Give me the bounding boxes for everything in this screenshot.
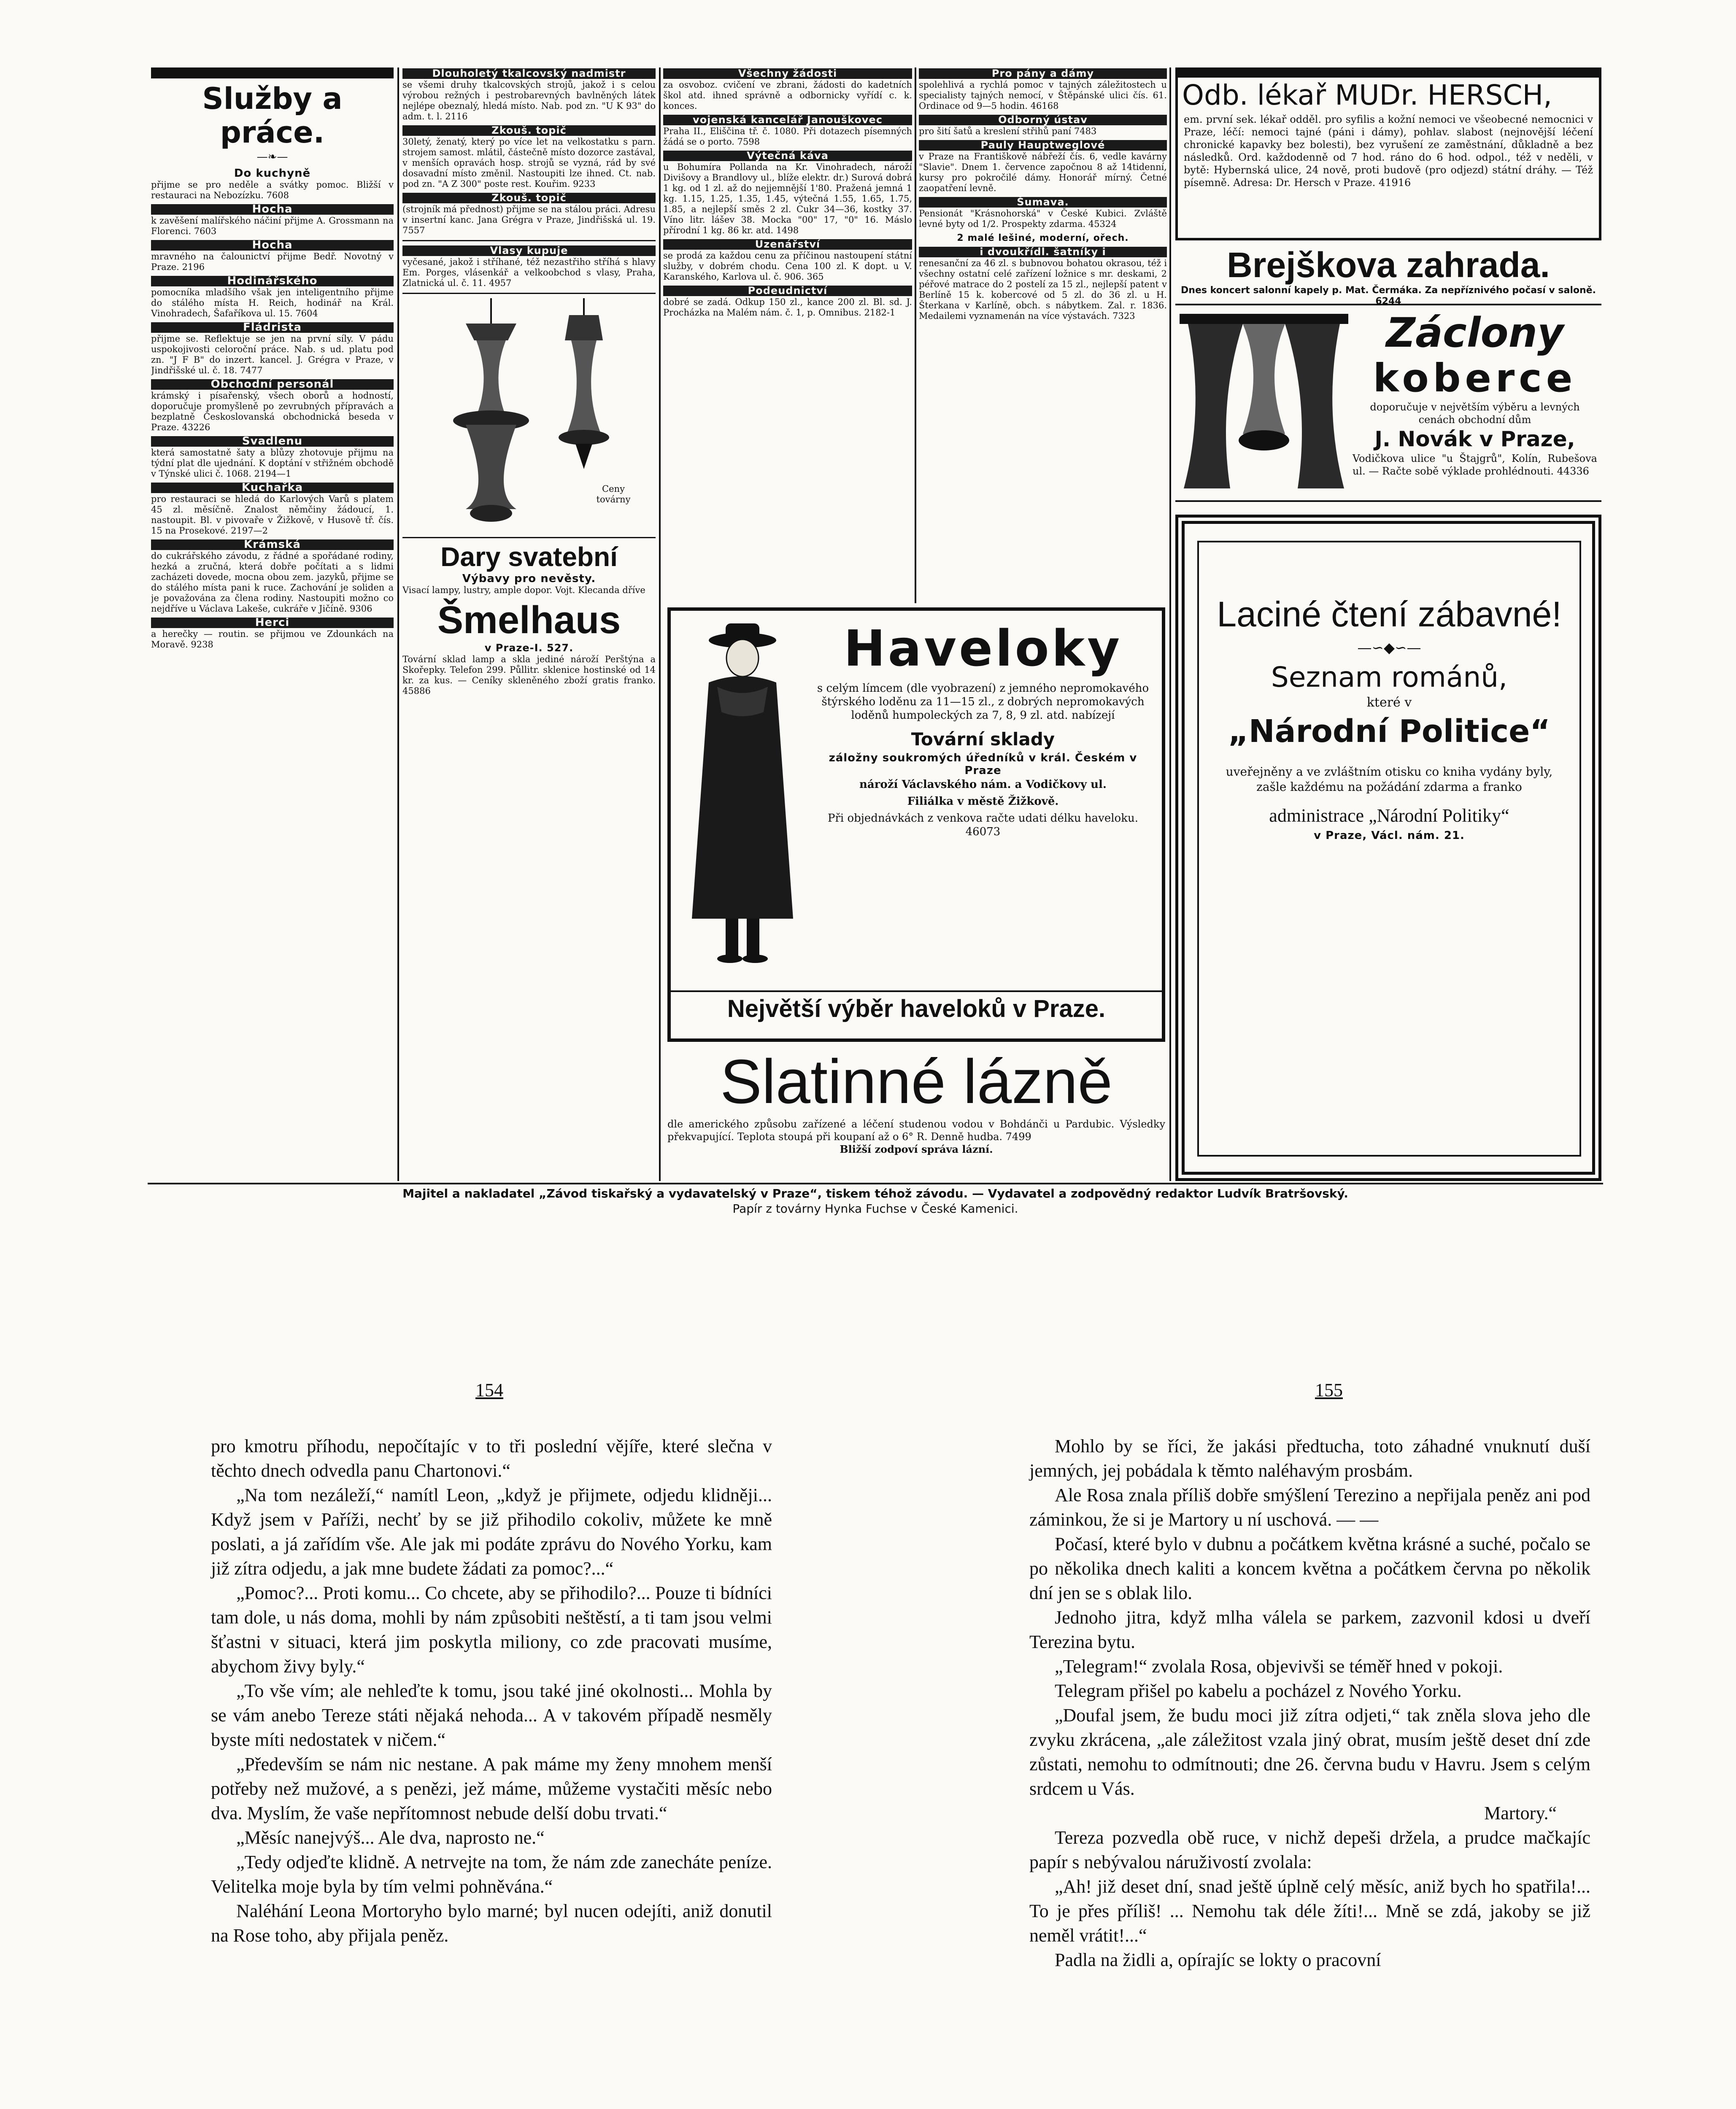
haveloky-sklady: Tovární sklady: [911, 729, 1055, 750]
classified-item: i dvoukřídl. šatníky i renesanční za 46 zl. s bubnovou bohatou okrasou, též i všechny ostatní celé zařízení ložnice s mr. deskami, 2 péřové matrace do 2 postelí za 15 zl., nejlepší patent v Berlíně 15 k. kobercové od 5 zl. do 36 zl. u H. Šterkana v Karlíně, obch. s nábytkem. Zal. r. 1836. Medailemi vyznamenán na více výstavách. 7323: [919, 246, 1167, 321]
lacine-inner-frame: [1197, 541, 1581, 1157]
classified-item: vojenská kancelář Janouškovec Praha II., Eliščina tř. č. 1080. Při dotazech písemných žádá se o porto. 7598: [663, 114, 912, 147]
paragraph: „Doufal jsem, že budu moci již zítra odjeti,“ tak zněla slova jeho dle zvyku zkrácena, „ale záležitost vzala jiný obrat, musím ještě deset dní zde zůstati, nemohu to odmítnouti; dne 26. června budu v Havru. Jsem s celým srdcem u Vás.: [1029, 1705, 1590, 1799]
classified-item: Odborný ústav pro šití šatů a kreslení střihů paní 7483: [919, 115, 1167, 137]
paragraph: „Pomoc?... Proti komu... Co chcete, aby se přihodilo?... Pouze ti bídníci tam dole, u nás doma, mohli by nám způsobiti neštěstí, a ti tam jsou velmi šťastni v situaci, která jim poskytla miliony, co zde pracovati musíme, abychom živy byly.“: [211, 1583, 772, 1677]
classified-item: Šumava. Pensionát "Krásnohorská" v České Kubici. Zvláště levné byty od 1/2. Prospekty zdarma. 45324: [919, 196, 1167, 229]
imprint-line-1: Majitel a nakladatel „Závod tiskařský a vydavatelský v Praze“, tiskem téhož závodu. — Vydavatel a zodpovědný redaktor Ludvík Bratršovský.: [402, 1187, 1348, 1200]
ads-column-services: [151, 67, 394, 1181]
paragraph: Padla na židli a, opírajíc se lokty o pracovní: [1055, 1950, 1381, 1970]
column-rule: [397, 67, 399, 1181]
paragraph: Jednoho jitra, když mlha válela se parkem, zazvonil kdosi u dveří Terezina bytu.: [1029, 1607, 1590, 1652]
zaclony-firm: J. Novák v Praze,: [1374, 427, 1575, 451]
dary-sub: Výbavy pro nevěsty.: [462, 572, 596, 585]
dary-text: Visací lampy, lustry, ample dopor. Vojt. Klecanda dříve: [402, 585, 645, 595]
footer-rule: [148, 1183, 1603, 1184]
slatin-contact: Bližší zodpoví správa lázní.: [840, 1143, 993, 1155]
smelhaus-text: Tovární sklad lamp a skla jediné nároží Perštýna a Skořepky. Telefon 299. Půllitr. sklenice hostinské od 14 kr. za kus. — Ceníky skleněného zboží gratis franko. 45886: [402, 654, 656, 696]
haveloky-filialka: Filiálka v městě Žižkově.: [907, 795, 1059, 808]
classified-list: [663, 68, 912, 318]
paragraph: „Ah! již deset dní, snad ještě úplně celý měsíc, aniž bych ho spatřila!... To je přes příliš! ... Nemohu tak déle žíti!... Mně se zdá, jakoby se již neměl vrátit!...“: [1029, 1876, 1590, 1946]
haveloky-title: Haveloky: [843, 619, 1123, 677]
brejskova-title: Brejškova zahrada.: [1227, 245, 1550, 285]
classified-item: Kuchařka pro restauraci se hledá do Karlových Varů s platem 45 zl. měsíčně. Znalost němčiny žádoucí, 1. nastoupit. Bl. v pivovaře v Žižkově, v Husově tř. čís. 15 na Prosekové. 2197—2: [151, 481, 394, 536]
classified-item: Podeudnictví dobré se zadá. Odkup 150 zl., kance 200 zl. Bl. sd. J. Procházka na Malém nám. č. 1, p. Omnibus. 2182-1: [663, 285, 912, 318]
classified-item: Fládrista přijme se. Reflektuje se jen na první síly. V pádu uspokojivosti celoroční práce. Nab. s ud. platu pod zn. "J F B" do inzert. kancel. J. Grégra v Praze, v Jindřišské ul. č. 18. 7477: [151, 321, 394, 375]
coat-figure-icon: [679, 619, 806, 965]
classified-list: [151, 168, 394, 650]
paragraph: „Měsíc nanejvýš... Ale dva, naprosto ne.“: [236, 1827, 545, 1848]
ads-column-2: [402, 67, 656, 1181]
classified-item: Hocha k zavěšení malířského náčiní přijme A. Grossmann na Florenci. 7603: [151, 203, 394, 236]
zaclony-body: [1353, 310, 1597, 477]
paragraph: „Tedy odjeďte klidně. A netrvejte na tom, že nám zde zanecháte peníze. Velitelka moje byla by tím velmi pohněvána.“: [211, 1852, 772, 1897]
imprint-line-2: Papír z továrny Hynka Fuchse v České Kamenici.: [732, 1202, 1018, 1216]
classified-item: Krámská do cukrářského závodu, z řádné a spořádané rodiny, hezká a zručná, která dobře počítati a s lidmi zacházeti dovede, mocna obou zem. jazyků, přijme se do stálého místa pani k ruce. Zachování je soliden a je považována za člena rodiny. Nastoupiti možno co nejdříve u Václava Lakeše, cukráře v Jičíně. 9306: [151, 538, 394, 614]
paragraph: Počasí, které bylo v dubnu a počátkem května krásné a suché, počalo se po několika dnech kaliti a koncem května a počátkem června po několik dní jen se s oblak lilo.: [1029, 1534, 1590, 1603]
brejskova-ad: [1175, 245, 1601, 307]
lamps-illustration: [402, 298, 656, 534]
section-title: Služby a práce.: [202, 81, 343, 150]
slatin-ad: [667, 1046, 1165, 1181]
paragraph: Tereza pozvedla obě ruce, v nichž depeši držela, a prudce mačkajíc papír s nebývalou náruživostí zvolala:: [1029, 1827, 1590, 1872]
haveloky-body: [810, 619, 1156, 839]
paragraph: Ale Rosa znala příliš dobře smýšlení Terezino a nepřijala peněz ani pod záminkou, že si je Martory u ní uschová. — —: [1029, 1485, 1590, 1530]
column-rule: [659, 67, 661, 1181]
book-page-left: [211, 1434, 772, 2109]
lacine-admin: administrace „Národní Politiky“: [1269, 805, 1509, 826]
column-rule: [915, 67, 916, 603]
top-bar: [151, 67, 394, 78]
paragraph: Mohlo by se říci, že jakási předtucha, toto záhadné vnuknutí duší jemných, jej pobádala k těmto naléhavým prosbám.: [1029, 1436, 1590, 1481]
lacine-ad: [1175, 515, 1601, 1181]
classified-list: [919, 68, 1167, 321]
paragraph: „Především se nám nic nestane. A pak máme my ženy mnohem menší potřeby než mužové, a s penězi, jež máme, můžeme vystačiti měsíc nebo dva. Myslím, že vaše nepřítomnost nebude delší dobu trvati.“: [211, 1754, 772, 1823]
smelhaus-name: Šmelhaus: [437, 599, 621, 642]
curtain-icon: [1180, 314, 1348, 491]
divider: [402, 537, 656, 538]
classified-list: [402, 68, 656, 289]
paragraph: pro kmotru příhodu, nepočítajíc v to tři poslední vějíře, které slečna v těchto dnech odvedla panu Chartonovi.“: [211, 1436, 772, 1481]
lacine-seznam: Seznam románů,: [1271, 661, 1508, 693]
imprint: [148, 1186, 1603, 1216]
page-number-right: 155: [1315, 1380, 1343, 1400]
haveloky-bottom: Největší výběr haveloků v Praze.: [671, 990, 1162, 1026]
slatin-title: Slatinné lázně: [720, 1047, 1112, 1117]
book-page-right: [1029, 1434, 1590, 2109]
haveloky-ad: [667, 607, 1165, 1042]
column-rule: [1169, 67, 1171, 1181]
signature: Martory.“: [1484, 1803, 1557, 1823]
paragraph: „Na tom nezáleží,“ namítl Leon, „když je přijmete, odjedu klidněji... Když jsem v Paříži, nechť by se již přihodilo cokoliv, můžete ke mně poslati, a já zařídím vše. Ale jak mi podáte zprávu do Nového Yorku, kam již zítra odjedu, a jak mne budete žádati za pomoc?...“: [211, 1485, 772, 1579]
lacine-text: uveřejněny a ve zvláštním otisku co kniha vydány byly, zašle každému na požádání zdarma a franko: [1226, 765, 1553, 794]
classified-item: Herci a herečky — routin. se přijmou ve Zdounkách na Moravě. 9238: [151, 616, 394, 650]
zaclony-text: doporučuje v největším výběru a levných cenách obchodní dům: [1370, 401, 1580, 426]
ads-column-3: [663, 67, 912, 603]
brejskova-text: Dnes koncert salonní kapely p. Mat. Čermáka. Za nepříznivého počasí v saloně. 6244: [1181, 285, 1596, 307]
paragraph: „To vše vím; ale nehleďte k tomu, jsou také jiné okolnosti... Mohla by se vám anebo Tereze státi nějaká nehoda... A v takovém případě nesměly byste míti nedostatek v ničem.“: [211, 1680, 772, 1750]
zaclony-title: Záclony: [1386, 309, 1564, 356]
advert-page: [148, 59, 1603, 1189]
hersch-text: em. první sek. lékař odděl. pro syfilis a kožní nemoci ve všeobecné nemocnici v Praze, léčí: nemoci tajné (páni i dámy), pohlav. slabost (nejnovější léčení chronické kapavky bez bolesti), bez vyrušení ze zaměstnání, důkladně a bez následků. Ord. každodenně od 7 hod. ráno do 6 hod. odpol., též v neděli, v bytě: Hybernská ulice, 24 nově, proti budově (pro odjezd) státní dráhy. — Též písemně. Adresa: Dr. Hersch v Praze. 41916: [1184, 113, 1593, 189]
lamp-price-label: Ceny továrny: [596, 484, 631, 504]
hersch-title: Odb. lékař MUDr. HERSCH,: [1182, 79, 1552, 111]
paragraph: Telegram přišel po kabelu a pocházel z Nového Yorku.: [1055, 1680, 1462, 1701]
lacine-title: Laciné čtení zábavné!: [1217, 594, 1562, 634]
divider: [402, 240, 656, 241]
classified-item: Pro pány a dámy spolehlivá a rychlá pomoc v tajných záležitostech u specialisty tajných nemocí, v Štěpánské ulici čís. 61. Ordinace od 9—5 hodin. 46168: [919, 67, 1167, 111]
classified-item: Do kuchyně přijme se pro neděle a svátky pomoc. Bližší v restauraci na Nebozízku. 7608: [151, 167, 394, 200]
dary-title: Dary svatební: [440, 542, 618, 572]
lacine-narodni: „Národní Politice“: [1228, 713, 1550, 750]
classified-item: Všechny žádosti za osvoboz. cvičení ve zbrani, žádosti do kadetních škol atd. ihned správně a odbornicky vyřídí c. k. konces.: [663, 67, 912, 111]
classified-item: Hodinářského pomocníka mladšího však jen inteligentního přijme do stálého místa H. Reich, hodinář na Král. Vinohradech, Šafaříkova ul. 15. 7604: [151, 275, 394, 318]
ads-column-4: [919, 67, 1167, 603]
paragraph: „Telegram!“ zvolala Rosa, objevivši se téměř hned v pokoji.: [1055, 1656, 1503, 1677]
haveloky-zalozna: záložny soukromých úředníků v král. Českém v Praze: [829, 752, 1137, 777]
classified-item: 2 malé lešiné, moderní, ořech.: [957, 233, 1129, 243]
smelhaus-addr: v Praze-I. 527.: [484, 642, 574, 654]
classified-item: Vlasy kupuje vyčesané, jakož i stříhané, též nezastřiho stříhá s hlavy Em. Porges, vlásenkář a velkoobchod s vlasy, Praha, Zlatnická ul. č. 11. 4957: [402, 245, 656, 288]
ornament: —∽◆∽—: [1357, 639, 1421, 656]
paragraph: Naléhání Leona Mortoryho bylo marné; byl nucen odejíti, aniž donutil na Rose toho, aby přijala peněz.: [211, 1901, 772, 1946]
classified-item: Obchodní personál krámský i písařenský, všech oborů a hodností, doporučuje promyšleně po zevrubných přípravách a bezplatně Českoslovanská obchodnická beseda v Praze. 43226: [151, 378, 394, 432]
divider: [402, 293, 656, 294]
hersch-ad: [1175, 67, 1601, 240]
lacine-addr: v Praze, Václ. nám. 21.: [1314, 829, 1465, 842]
lacine-ktere: které v: [1366, 695, 1412, 710]
top-bar: [1178, 70, 1599, 78]
koberce-title: koberce: [1373, 356, 1577, 401]
classified-item: Dlouholetý tkalcovský nadmistr se všemi druhy tkalcovských strojů, jakož i s celou výrobou režných i pestrobarevných bavlněných látek nejlépe obeznalý, hledá místo. Nab. pod zn. "U K 93" do adm. t. l. 2116: [402, 67, 656, 121]
classified-item: Pauly Hauptweglové v Praze na Františkově nábřeží čís. 6, vedle kavárny "Slavie". Dnem 1. července započnou 8 až 14tidenní, kursy pro pokročilé dámy. Honorář mírný. Četné zaopatření levně.: [919, 139, 1167, 193]
haveloky-note: Při objednávkách z venkova račte udati délku haveloku. 46073: [828, 812, 1138, 838]
classified-item: Švadlenu která samostatně šaty a blůzy zhotovuje přijmu na týdní plat dle ujednání. K doptání v střižném obchodě v Týnské ulici č. 1068. 2194—1: [151, 435, 394, 479]
classified-item: Hocha mravného na čalounictví přijme Bedř. Novotný v Praze. 2196: [151, 239, 394, 272]
haveloky-text: s celým límcem (dle vyobrazení) z jemného nepromokavého štýrského loděnu za 11—15 zl., z dobrých nepromokavých loděnů humpoleckých za 7, 8, 9 zl. atd. nabízejí: [817, 682, 1149, 722]
slatin-text: dle amerického způsobu zařízené a léčení studenou vodou v Bohdánči u Pardubic. Výsledky překvapující. Teplota stoupá při koupaní až o 6° R. Denně hudba. 7499: [667, 1118, 1165, 1143]
classified-item: Výtečná káva u Bohumíra Pollanda na Kr. Vinohradech, nároží Divišovy a Brandlovy ul., blíže elektr. dr.) Surová dobrá 1 kg. od 1 zl. až do nejjemnější 1'80. Pražená jemná 1 kg. 1.15, 1.25, 1.35, 1.45, výtečná 1.55, 1.65, 1.75, 1.85, a nejlepší směs 2 zl. Cukr 34—36, kostky 37. Víno litr. lášev 38. Mocka "00" 17, "0" 16. Máslo přírodní 1 kg. 86 kr. atd. 1498: [663, 150, 912, 235]
page-number-left: 154: [475, 1380, 503, 1400]
ornament: —❧—: [256, 151, 288, 163]
zaclony-ad: [1175, 304, 1601, 502]
haveloky-addr: nároží Václavského nám. a Vodičkovy ul.: [859, 778, 1107, 791]
classified-item: Uzenářství se prodá za každou cenu za příčinou nastoupení státní služby, v dobrém chodu. Cena 100 zl. K dopt. u V. Karanského, Karlova ul. č. 906. 365: [663, 238, 912, 282]
zaclony-addr: Vodičkova ulice "u Štajgrů", Kolín, Rubešova ul. — Račte sobě výklade prohlédnouti. 44336: [1353, 453, 1597, 477]
classified-item: Zkouš. topič 30letý, ženatý, který po více let na velkostatku s parn. strojem samost. mlátil, částečně místo dozorce zastával, v menších opravách hosp. strojů se vyzná, rád by své dosavadní místo změnil. Nastoupiti lze ihned. Ct. nab. pod zn. "A Z 300" poste rest. Kouřim. 9233: [402, 124, 656, 189]
classified-item: Zkouš. topič (strojník má přednost) přijme se na stálou práci. Adresu v insertní kanc. Jana Grégra v Praze, Jindřišská ul. 19. 7557: [402, 192, 656, 235]
